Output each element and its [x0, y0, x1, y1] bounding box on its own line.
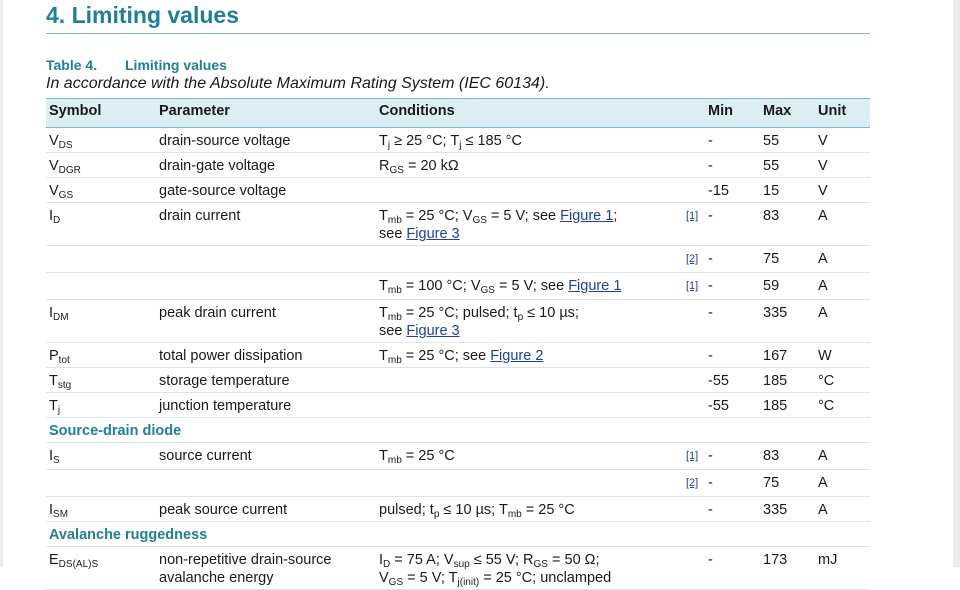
cell-parameter: total power dissipation	[156, 343, 376, 368]
cell-unit: A	[815, 497, 870, 522]
cell-symbol: $E_{DS(AL)S}$	[46, 547, 156, 590]
cell-note	[683, 300, 705, 343]
cell-max: 83	[760, 443, 815, 470]
footnote-link[interactable]: [1]	[686, 210, 699, 222]
cell-conditions	[376, 393, 683, 418]
cell-symbol: $V_{DGR}$	[46, 153, 156, 178]
table-subtitle: In accordance with the Absolute Maximum Rating System (IEC 60134).	[46, 75, 550, 92]
cell-parameter: drain-gate voltage	[156, 153, 376, 178]
limiting-values-table	[46, 98, 870, 590]
table-row	[46, 246, 870, 273]
cell-note	[683, 128, 705, 153]
cell-note	[683, 343, 705, 368]
cell-symbol: $I_{DM}$	[46, 300, 156, 343]
cell-symbol: $V_{DS}$	[46, 128, 156, 153]
col-header-unit: Unit	[815, 99, 870, 128]
cell-parameter: peak source current	[156, 497, 376, 522]
cell-note	[683, 203, 705, 246]
cell-symbol: $T_j$	[46, 393, 156, 418]
cell-min: -	[705, 203, 760, 246]
cell-max: 335	[760, 497, 815, 522]
cell-parameter: peak drain current	[156, 300, 376, 343]
group-header-row	[46, 522, 870, 547]
figure-3-link[interactable]: Figure 3	[406, 323, 460, 339]
cell-conditions: $T_{mb} = 25$ °C	[376, 443, 683, 470]
table-row	[46, 343, 870, 368]
table-row	[46, 497, 870, 522]
cell-max: 55	[760, 128, 815, 153]
cell-symbol: $T_{stg}$	[46, 368, 156, 393]
section-title: 4. Limiting values	[46, 2, 239, 28]
table-row	[46, 443, 870, 470]
figure-1-link[interactable]: Figure 1	[568, 278, 622, 294]
cell-conditions	[376, 368, 683, 393]
footnote-link[interactable]: [1]	[686, 280, 699, 292]
section-divider	[46, 33, 870, 34]
cell-min: -	[705, 300, 760, 343]
cell-symbol: $I_{SM}$	[46, 497, 156, 522]
cell-max: 167	[760, 343, 815, 368]
cell-symbol	[46, 246, 156, 273]
cell-max: 59	[760, 273, 815, 300]
group-title: Source-drain diode	[46, 418, 870, 443]
figure-2-link[interactable]: Figure 2	[490, 348, 544, 364]
cell-note	[683, 443, 705, 470]
table-caption	[46, 57, 227, 73]
cell-symbol: $V_{GS}$	[46, 178, 156, 203]
cell-max: 335	[760, 300, 815, 343]
cell-unit: °C	[815, 368, 870, 393]
table-row	[46, 128, 870, 153]
cell-unit: V	[815, 178, 870, 203]
cell-note	[683, 153, 705, 178]
cell-parameter	[156, 246, 376, 273]
cell-min: -	[705, 128, 760, 153]
cell-unit: A	[815, 203, 870, 246]
cell-conditions: $T_j \ge 25$ °C; $T_j \le 185$ °C	[376, 128, 683, 153]
group-header-row	[46, 418, 870, 443]
col-header-conditions: Conditions	[376, 99, 683, 128]
table-row	[46, 470, 870, 497]
cell-unit: A	[815, 470, 870, 497]
cell-max: 173	[760, 547, 815, 590]
footnote-link[interactable]: [1]	[686, 450, 699, 462]
page-edge-left	[0, 0, 3, 567]
table-title: Limiting values	[125, 57, 227, 73]
cell-note	[683, 178, 705, 203]
footnote-link[interactable]: [2]	[686, 477, 699, 489]
cell-unit: °C	[815, 393, 870, 418]
col-header-parameter: Parameter	[156, 99, 376, 128]
figure-3-link[interactable]: Figure 3	[406, 226, 460, 242]
group-title: Avalanche ruggedness	[46, 522, 870, 547]
table-row	[46, 300, 870, 343]
cell-max: 83	[760, 203, 815, 246]
cell-min: -	[705, 343, 760, 368]
col-header-max: Max	[760, 99, 815, 128]
cell-min: -	[705, 470, 760, 497]
cell-note	[683, 368, 705, 393]
cell-note	[683, 497, 705, 522]
cell-conditions: $T_{mb} = 25$ °C; pulsed; $t_p \le 10$ µs; see Figure 3	[376, 300, 683, 343]
cell-note	[683, 246, 705, 273]
cell-max: 55	[760, 153, 815, 178]
cell-min: -	[705, 497, 760, 522]
cell-symbol: $I_S$	[46, 443, 156, 470]
cell-min: -	[705, 273, 760, 300]
cell-max: 185	[760, 368, 815, 393]
cell-symbol	[46, 273, 156, 300]
cell-conditions	[376, 470, 683, 497]
table-row	[46, 178, 870, 203]
cell-min: -15	[705, 178, 760, 203]
table-header-row	[46, 99, 870, 128]
cell-unit: A	[815, 246, 870, 273]
cell-conditions: $R_{GS} = 20$ kΩ	[376, 153, 683, 178]
cell-conditions: $I_D = 75$ A; $V_{sup} \le 55$ V; $R_{GS} = 50$ Ω; $V_{GS} = 5$ V; $T_{j(init)} = 25$ °C; unclamped	[376, 547, 683, 590]
cell-unit: W	[815, 343, 870, 368]
cell-conditions: $T_{mb} = 25$ °C; see Figure 2	[376, 343, 683, 368]
cell-conditions	[376, 178, 683, 203]
cell-max: 185	[760, 393, 815, 418]
figure-1-link[interactable]: Figure 1	[560, 208, 614, 224]
cell-min: -55	[705, 393, 760, 418]
table-number: Table 4.	[46, 57, 98, 73]
cell-min: -	[705, 246, 760, 273]
cell-unit: mJ	[815, 547, 870, 590]
cell-max: 75	[760, 470, 815, 497]
cell-note	[683, 547, 705, 590]
cell-note	[683, 393, 705, 418]
cell-parameter: gate-source voltage	[156, 178, 376, 203]
cell-conditions: $T_{mb} = 100$ °C; $V_{GS} = 5$ V; see Figure 1	[376, 273, 683, 300]
cell-unit: A	[815, 443, 870, 470]
cell-parameter: drain current	[156, 203, 376, 246]
cell-note	[683, 470, 705, 497]
page-edge-right	[953, 0, 960, 567]
table-row	[46, 368, 870, 393]
cell-max: 75	[760, 246, 815, 273]
cell-symbol: $P_{tot}$	[46, 343, 156, 368]
cell-unit: A	[815, 273, 870, 300]
cell-min: -55	[705, 368, 760, 393]
table-row	[46, 203, 870, 246]
cell-unit: V	[815, 153, 870, 178]
col-header-min: Min	[705, 99, 760, 128]
cell-conditions	[376, 246, 683, 273]
table-row	[46, 153, 870, 178]
cell-symbol: $I_D$	[46, 203, 156, 246]
cell-parameter	[156, 273, 376, 300]
cell-parameter: source current	[156, 443, 376, 470]
footnote-link[interactable]: [2]	[686, 253, 699, 265]
cell-conditions: pulsed; $t_p \le 10$ µs; $T_{mb} = 25$ °C	[376, 497, 683, 522]
cell-conditions: $T_{mb} = 25$ °C; $V_{GS} = 5$ V; see Figure 1; see Figure 3	[376, 203, 683, 246]
cell-min: -	[705, 547, 760, 590]
cell-note	[683, 273, 705, 300]
cell-min: -	[705, 443, 760, 470]
col-header-note	[683, 99, 705, 128]
cell-min: -	[705, 153, 760, 178]
cell-parameter: junction temperature	[156, 393, 376, 418]
table-row	[46, 393, 870, 418]
cell-parameter: non-repetitive drain-source avalanche energy	[156, 547, 376, 590]
cell-unit: V	[815, 128, 870, 153]
cell-parameter: drain-source voltage	[156, 128, 376, 153]
cell-unit: A	[815, 300, 870, 343]
cell-symbol	[46, 470, 156, 497]
cell-parameter	[156, 470, 376, 497]
col-header-symbol: Symbol	[46, 99, 156, 128]
table-row	[46, 547, 870, 590]
table-row	[46, 273, 870, 300]
cell-parameter: storage temperature	[156, 368, 376, 393]
cell-max: 15	[760, 178, 815, 203]
